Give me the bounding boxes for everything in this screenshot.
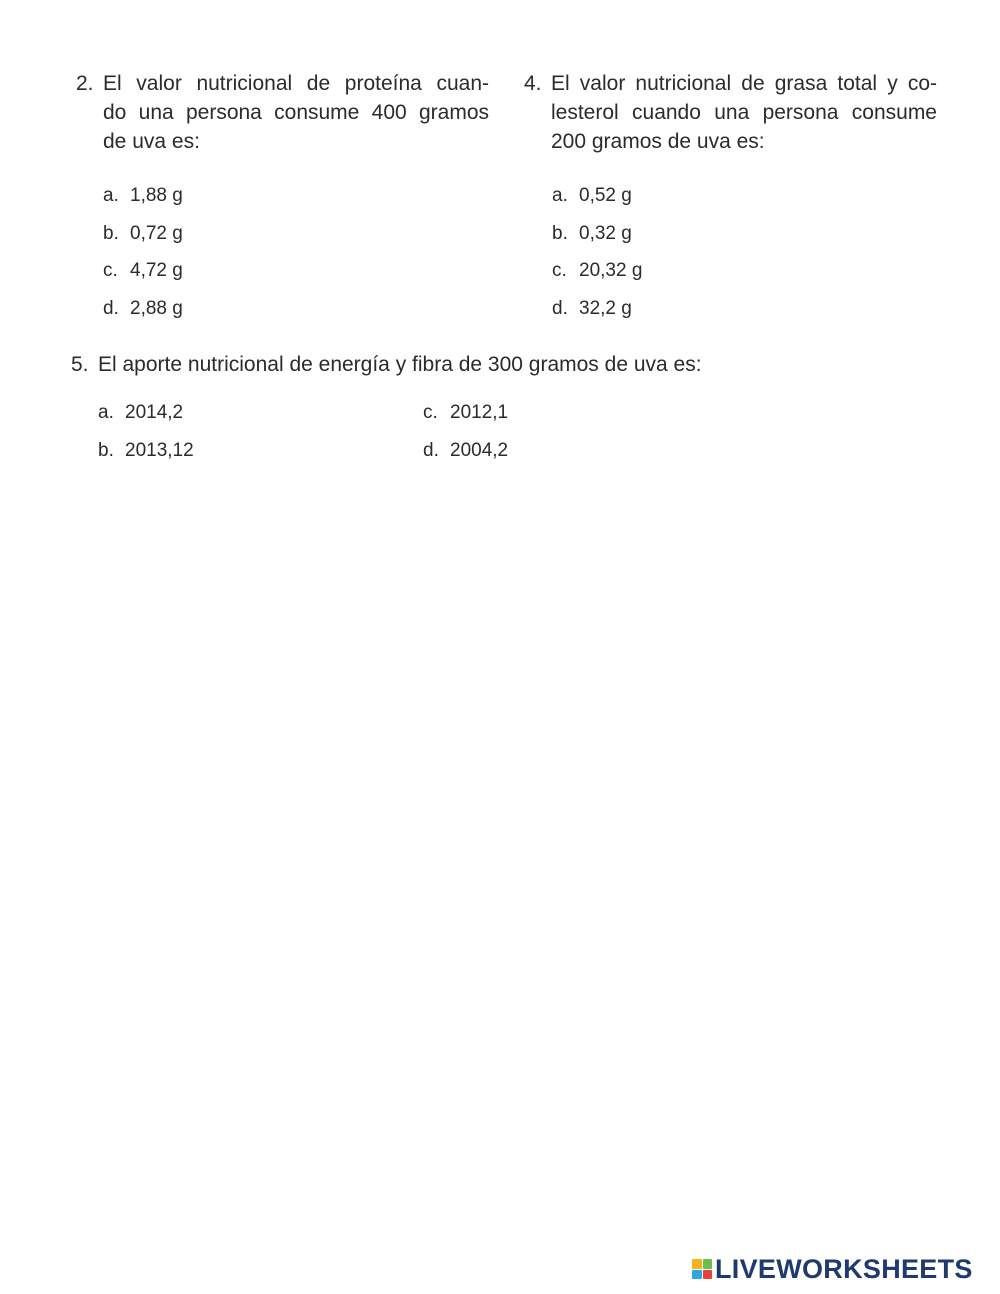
- option-value: 0,72 g: [130, 223, 183, 244]
- option-letter: b.: [552, 223, 568, 244]
- liveworksheets-mark-icon: [692, 1259, 712, 1279]
- answer-option[interactable]: [552, 222, 632, 246]
- option-letter: a.: [98, 402, 114, 423]
- option-value: 2,88 g: [130, 298, 183, 319]
- question-4: [524, 69, 937, 156]
- question-text-line: El valor nutricional de grasa total y co-: [551, 72, 937, 95]
- question-number: 2.: [76, 72, 94, 95]
- question-5: [71, 350, 771, 379]
- option-value: 2013,12: [125, 440, 194, 461]
- option-letter: b.: [98, 440, 114, 461]
- option-letter: c.: [552, 260, 567, 281]
- option-letter: c.: [103, 260, 118, 281]
- question-text-line: de uva es:: [103, 130, 200, 153]
- question-text-line: do una persona consume 400 gramos: [103, 101, 489, 124]
- question-text-line: El aporte nutricional de energía y fibra de 300 gramos de uva es:: [98, 353, 702, 376]
- question-2: [76, 69, 489, 156]
- answer-option[interactable]: [103, 184, 183, 208]
- mark-square: [692, 1259, 702, 1269]
- answer-option[interactable]: [423, 439, 508, 463]
- option-value: 2014,2: [125, 402, 184, 423]
- answer-option[interactable]: [552, 297, 632, 321]
- option-letter: a.: [552, 185, 568, 206]
- answer-option[interactable]: [103, 259, 183, 283]
- question-text-line: El valor nutricional de proteína cuan-: [103, 72, 489, 95]
- option-value: 2004,2: [450, 440, 509, 461]
- answer-option[interactable]: [98, 401, 183, 425]
- option-value: 4,72 g: [130, 260, 183, 281]
- question-text-line: 200 gramos de uva es:: [551, 130, 765, 153]
- mark-square: [703, 1259, 713, 1269]
- answer-option[interactable]: [552, 184, 632, 208]
- option-letter: d.: [423, 440, 439, 461]
- question-text-line: lesterol cuando una persona consume: [551, 101, 937, 124]
- option-value: 0,32 g: [579, 223, 632, 244]
- option-letter: c.: [423, 402, 438, 423]
- option-value: 1,88 g: [130, 185, 183, 206]
- option-letter: d.: [103, 298, 119, 319]
- question-text: [103, 69, 489, 156]
- question-number: 4.: [524, 72, 542, 95]
- option-value: 20,32 g: [579, 260, 643, 281]
- liveworksheets-logo[interactable]: [692, 1253, 973, 1284]
- logo-text: LIVEWORKSHEETS: [715, 1253, 973, 1284]
- option-letter: a.: [103, 185, 119, 206]
- mark-square: [692, 1270, 702, 1280]
- question-text: [551, 69, 937, 156]
- answer-option[interactable]: [103, 222, 183, 246]
- question-number: 5.: [71, 353, 89, 376]
- answer-option[interactable]: [103, 297, 183, 321]
- option-letter: d.: [552, 298, 568, 319]
- answer-option[interactable]: [552, 259, 642, 283]
- option-value: 2012,1: [450, 402, 509, 423]
- mark-square: [703, 1270, 713, 1280]
- answer-option[interactable]: [423, 401, 508, 425]
- option-value: 32,2 g: [579, 298, 632, 319]
- option-letter: b.: [103, 223, 119, 244]
- question-text: [98, 350, 771, 379]
- answer-option[interactable]: [98, 439, 194, 463]
- option-value: 0,52 g: [579, 185, 632, 206]
